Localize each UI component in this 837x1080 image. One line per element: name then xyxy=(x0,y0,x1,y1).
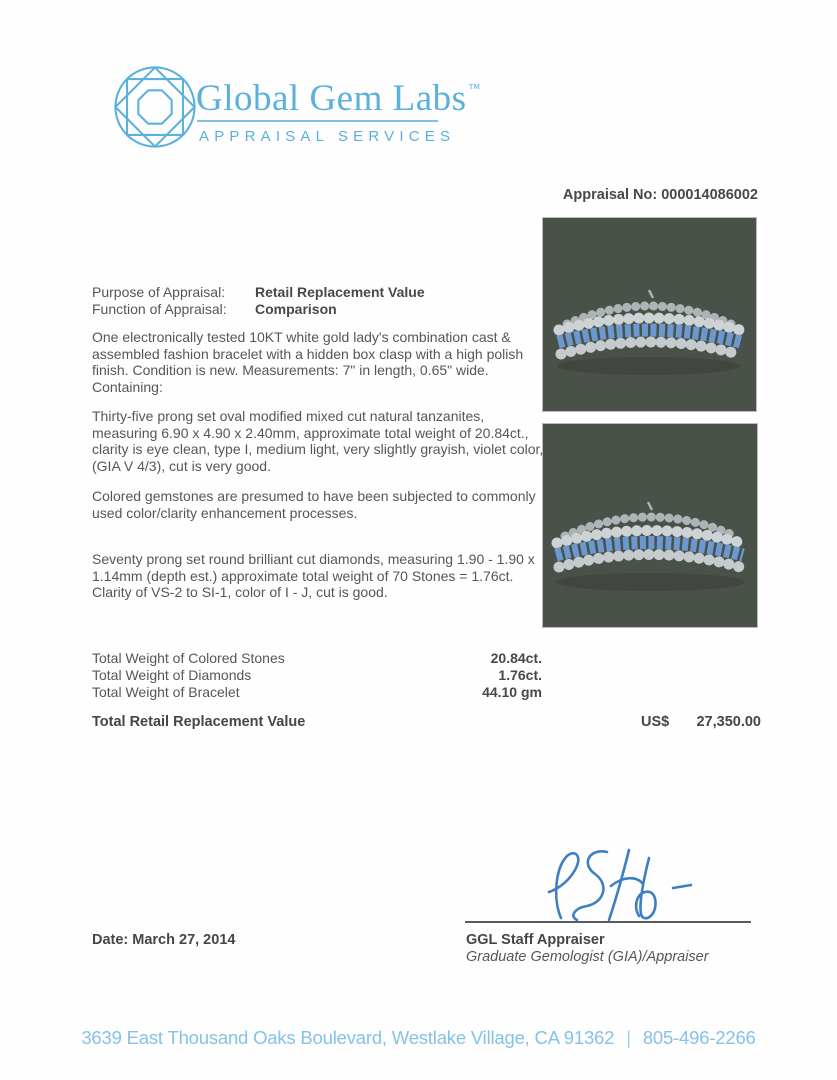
appraisal-number: Appraisal No: 000014086002 xyxy=(562,187,758,203)
total-value: 20.84ct. xyxy=(490,650,542,666)
brand-name: Global Gem Labs ™ xyxy=(196,78,481,119)
footer-divider: | xyxy=(626,1027,631,1048)
amount: 27,350.00 xyxy=(696,714,761,730)
date-value: March 27, 2014 xyxy=(132,932,236,948)
signature-line xyxy=(465,921,751,923)
field-value: Comparison xyxy=(255,300,337,317)
total-label: Total Weight of Bracelet xyxy=(92,683,240,700)
appraisal-date xyxy=(92,932,239,948)
description-paragraph: Seventy prong set round brilliant cut diamonds, measuring 1.90 - 1.90 x 1.14mm (depth est.) approximate total weight of 70 Stones = 1.76ct. Clarity of VS-2 to SI-1, color of I - J, cut is good. xyxy=(92,551,535,601)
grand-total-label: Total Retail Replacement Value xyxy=(92,714,306,730)
currency: US$ xyxy=(641,714,670,730)
grand-total-amount xyxy=(641,714,761,730)
footer-contact xyxy=(0,1027,837,1049)
footer-phone: 805-496-2266 xyxy=(642,1027,756,1048)
field-label: Purpose of Appraisal: xyxy=(92,284,226,300)
field-function xyxy=(92,301,552,318)
appraisal-number-value: 000014086002 xyxy=(661,187,758,203)
brand-subtitle: APPRAISAL SERVICES xyxy=(199,128,456,145)
total-value: 44.10 gm xyxy=(482,683,542,700)
total-row-diamonds xyxy=(92,667,542,684)
total-value: 1.76ct. xyxy=(498,666,542,683)
signatory-name: GGL Staff Appraiser xyxy=(466,932,605,948)
field-value: Retail Replacement Value xyxy=(255,284,425,300)
brand-wordmark xyxy=(196,68,496,119)
brand-divider-line xyxy=(197,120,438,122)
description-paragraph: One electronically tested 10KT white gold lady's combination cast & assembled fashion bracelet with a hidden box clasp with a high polish finish. Condition is new. Measurements: 7" in length, 0.65" wide. Containing: xyxy=(92,329,524,395)
weight-totals xyxy=(92,650,542,700)
gem-logo-icon xyxy=(112,64,198,150)
signatory-title: Graduate Gemologist (GIA)/Appraiser xyxy=(466,949,709,965)
total-row-colored-stones xyxy=(92,650,542,667)
description-paragraph: Thirty-five prong set oval modified mixed cut natural tanzanites, measuring 6.90 x 4.90 x 2.40mm, approximate total weight of 20.84ct., clarity is eye clean, type I, medium light, very slightly grayish, violet color, (GIA V 4/3), cut is very good. xyxy=(92,408,544,474)
footer-address: 3639 East Thousand Oaks Boulevard, Westlake Village, CA 91362 xyxy=(81,1027,615,1048)
handwritten-signature xyxy=(515,842,730,924)
trademark-symbol: ™ xyxy=(468,81,481,95)
date-label: Date: xyxy=(92,932,129,948)
bracelet-photo-bottom xyxy=(543,424,757,627)
appraisal-fields xyxy=(92,284,552,317)
bracelet-photo-top xyxy=(543,218,756,411)
total-label: Total Weight of Diamonds xyxy=(92,666,252,683)
field-purpose xyxy=(92,284,552,301)
total-row-bracelet xyxy=(92,684,542,701)
total-label: Total Weight of Colored Stones xyxy=(92,650,285,666)
description-paragraph: Colored gemstones are presumed to have been subjected to commonly used color/clarity enhancement processes. xyxy=(92,488,536,521)
field-label: Function of Appraisal: xyxy=(92,300,227,317)
